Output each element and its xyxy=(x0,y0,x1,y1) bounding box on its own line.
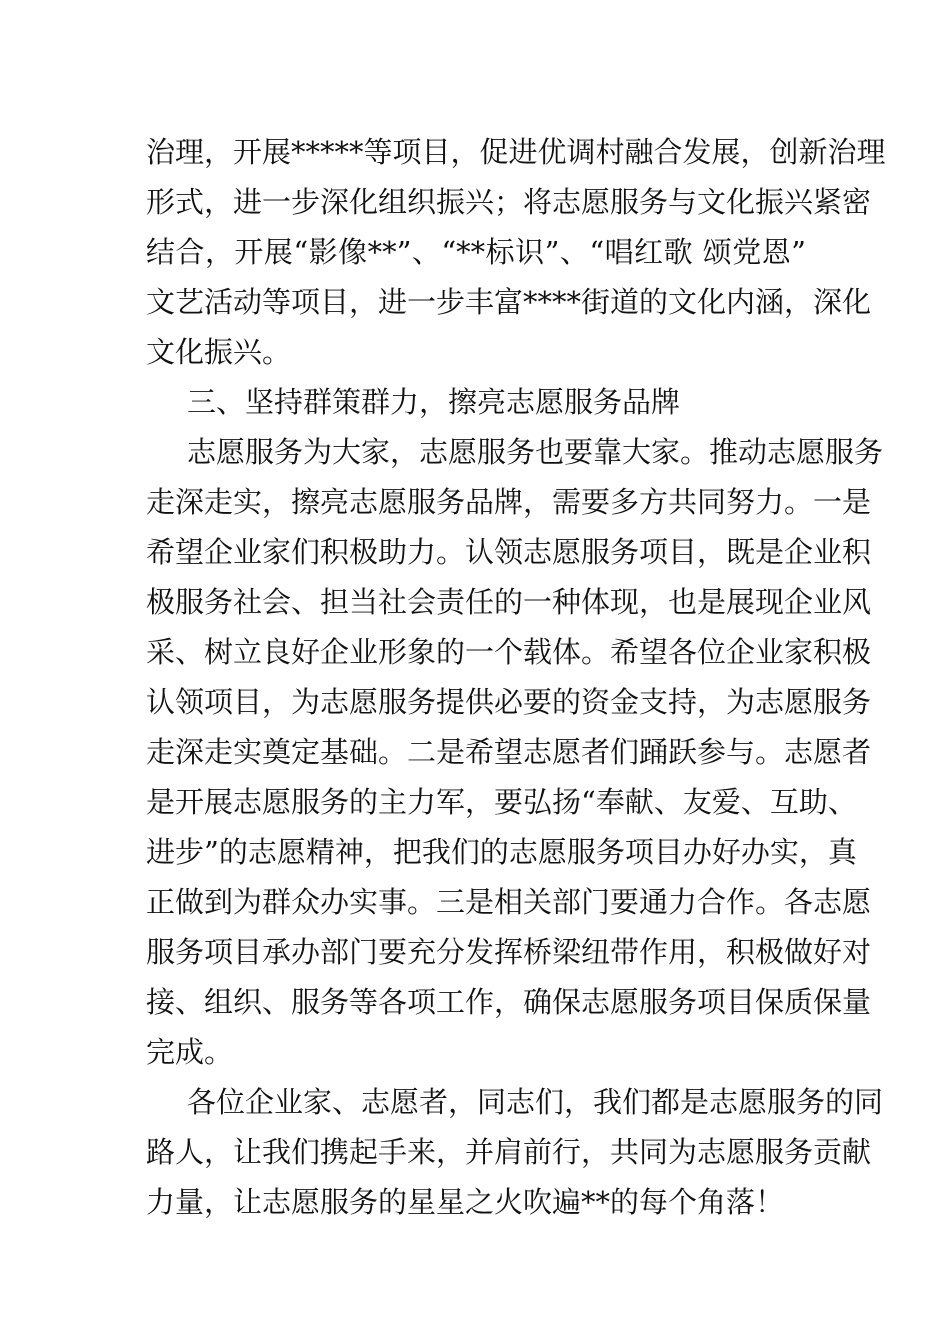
text-line: 各位企业家、志愿者，同志们，我们都是志愿服务的同 xyxy=(187,1085,884,1119)
text-line: 希望企业家们积极助力。认领志愿服务项目，既是企业积 xyxy=(146,535,872,569)
text-line: 极服务社会、担当社会责任的一种体现，也是展现企业风 xyxy=(146,585,872,619)
text-line: 结合，开展“影像**”、“**标识”、“唱红歌 颂党恩” xyxy=(146,235,806,269)
text-line: 志愿服务为大家，志愿服务也要靠大家。推动志愿服务 xyxy=(187,435,884,469)
text-line: 力量，让志愿服务的星星之火吹遍**的每个角落！ xyxy=(146,1185,785,1219)
text-line: 文化振兴。 xyxy=(146,335,292,369)
text-line: 路人，让我们携起手来，并肩前行，共同为志愿服务贡献 xyxy=(146,1135,872,1169)
text-line: 文艺活动等项目，进一步丰富****街道的文化内涵，深化 xyxy=(146,285,872,319)
text-line: 走深走实奠定基础。二是希望志愿者们踊跃参与。志愿者 xyxy=(146,735,872,769)
text-line: 服务项目承办部门要充分发挥桥梁纽带作用，积极做好对 xyxy=(146,935,872,969)
text-line: 走深走实，擦亮志愿服务品牌，需要多方共同努力。一是 xyxy=(146,485,872,519)
text-line: 接、组织、服务等各项工作，确保志愿服务项目保质保量 xyxy=(146,985,872,1019)
text-line: 正做到为群众办实事。三是相关部门要通力合作。各志愿 xyxy=(146,885,872,919)
text-line: 认领项目，为志愿服务提供必要的资金支持，为志愿服务 xyxy=(146,685,872,719)
text-line: 是开展志愿服务的主力军，要弘扬“奉献、友爱、互助、 xyxy=(146,785,857,819)
text-line: 完成。 xyxy=(146,1035,234,1069)
section-heading: 三、坚持群策群力，擦亮志愿服务品牌 xyxy=(187,385,681,419)
text-line: 进步”的志愿精神，把我们的志愿服务项目办好办实，真 xyxy=(146,835,857,869)
text-line: 形式，进一步深化组织振兴；将志愿服务与文化振兴紧密 xyxy=(146,185,872,219)
text-line: 治理，开展*****等项目，促进优调村融合发展，创新治理 xyxy=(146,135,886,169)
text-line: 采、树立良好企业形象的一个载体。希望各位企业家积极 xyxy=(146,635,872,669)
